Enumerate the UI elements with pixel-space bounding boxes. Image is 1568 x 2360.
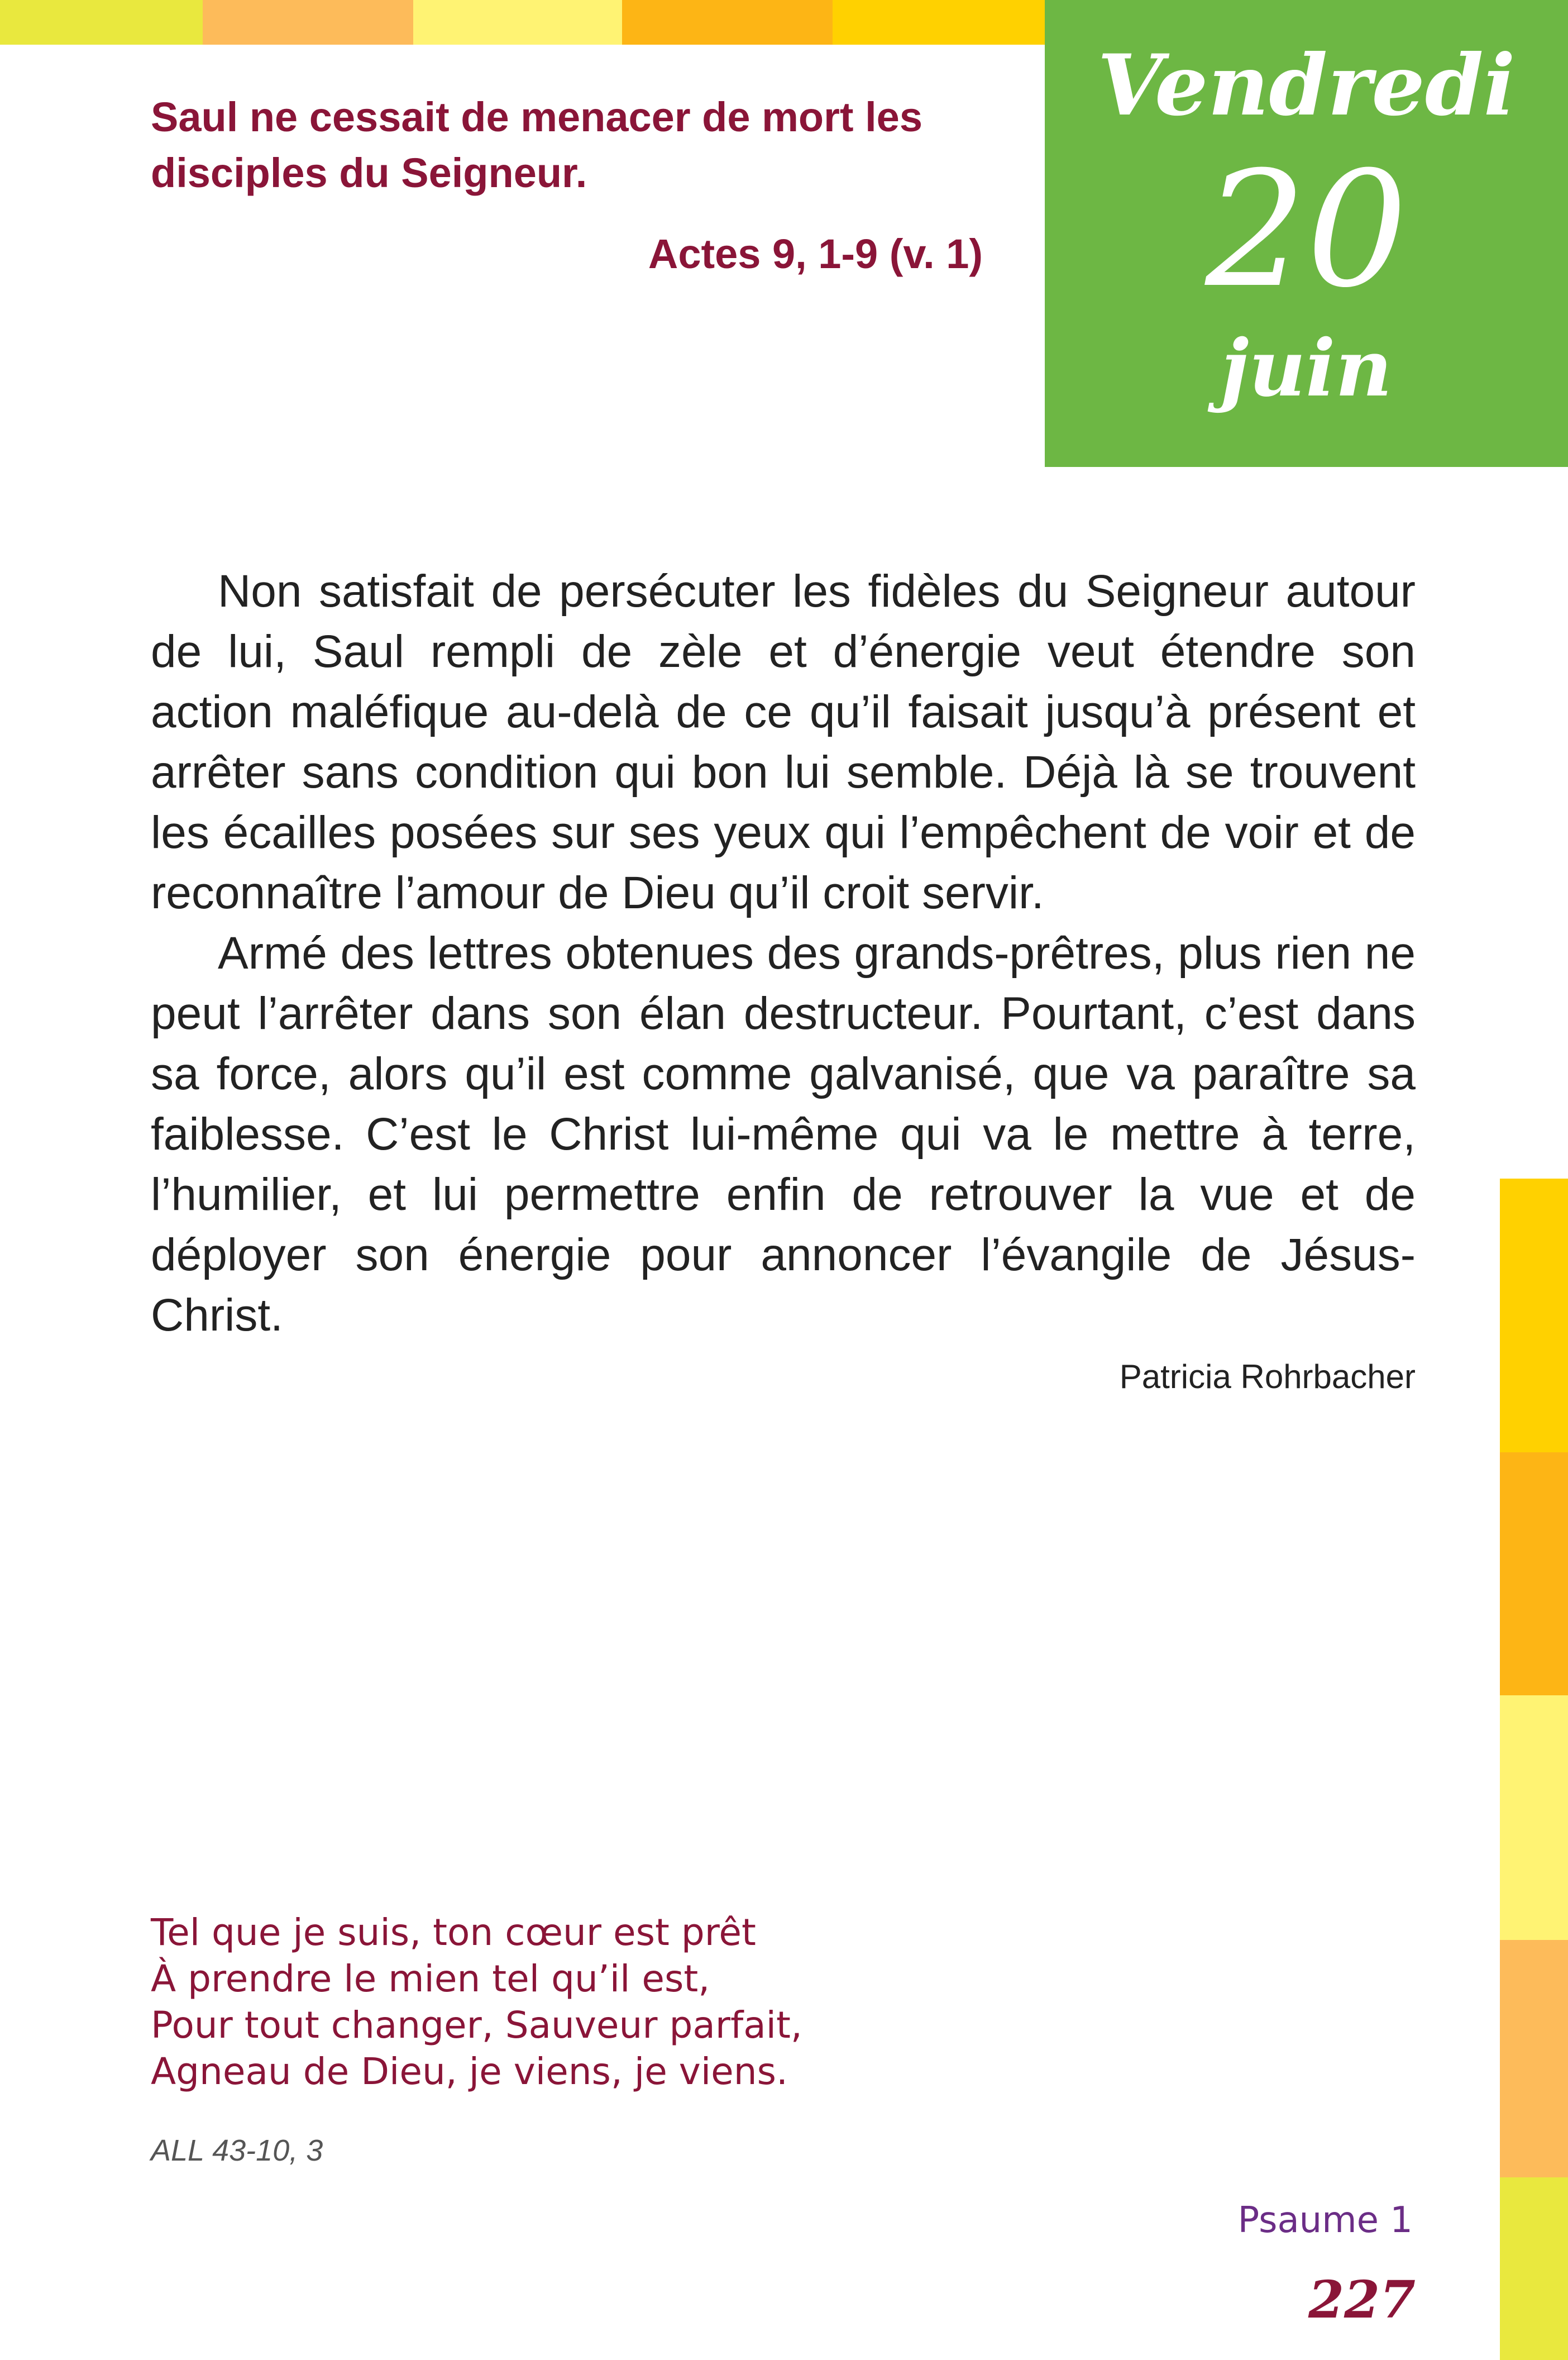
side-color-strip-4 — [1500, 1940, 1568, 2177]
date-box — [1045, 0, 1568, 467]
psalm-reading: Psaume 1 — [1237, 2200, 1413, 2241]
side-color-strip-5 — [1500, 2177, 1568, 2360]
verse-line: disciples du Seigneur. — [151, 150, 587, 196]
top-color-strip-3 — [413, 0, 622, 45]
verse-reference: Actes 9, 1-9 (v. 1) — [648, 231, 983, 277]
hymn-line: À prendre le mien tel qu’il est, — [151, 1957, 710, 2000]
side-color-strip-1 — [1500, 1179, 1568, 1452]
hymn-line: Pour tout changer, Sauveur parfait, — [151, 2004, 802, 2047]
top-color-strip-4 — [622, 0, 833, 45]
bible-verse — [151, 89, 1000, 201]
side-color-strip-2 — [1500, 1452, 1568, 1695]
top-color-strip-2 — [203, 0, 413, 45]
side-color-strip-3 — [1500, 1695, 1568, 1940]
top-color-strip-5 — [833, 0, 1045, 45]
date-day: Vendredi — [1097, 36, 1516, 135]
author-name: Patricia Rohrbacher — [1119, 1358, 1416, 1395]
verse-line: Saul ne cessait de menacer de mort les — [151, 94, 922, 140]
hymn-reference: ALL 43-10, 3 — [151, 2134, 323, 2167]
hymn-stanza — [151, 1909, 988, 2095]
top-color-strip-1 — [0, 0, 203, 45]
hymn-line: Tel que je suis, ton cœur est prêt — [151, 1911, 756, 1954]
hymn-line: Agneau de Dieu, je viens, je viens. — [151, 2050, 788, 2093]
paragraph: Non satisfait de persécuter les fidèles du Seigneur autour de lui, Saul rempli de zèle et d’énergie veut étendre son action maléfique au-delà de ce qu’il faisait jusqu’à présent et arrêter sans condition qui bon lui semble. Déjà là se trouvent les écailles posées sur ses yeux qui l’empêchent de voir et de reconnaître l’amour de Dieu qu’il croit servir. — [151, 566, 1416, 918]
date-number: 20 — [1205, 137, 1408, 323]
date-month: juin — [1220, 323, 1393, 414]
meditation-text — [151, 561, 1416, 1346]
paragraph: Armé des lettres obtenues des grands-prêtres, plus rien ne peut l’arrêter dans son élan destructeur. Pourtant, c’est dans sa force, alors qu’il est comme galvanisé, que va paraître sa faiblesse. C’est le Christ lui-même qui va le mettre à terre, l’humilier, et lui permettre enfin de retrouver la vue et de déployer son énergie pour annoncer l’évangile de Jésus-Christ. — [151, 928, 1416, 1341]
page-number: 227 — [1308, 2270, 1416, 2330]
